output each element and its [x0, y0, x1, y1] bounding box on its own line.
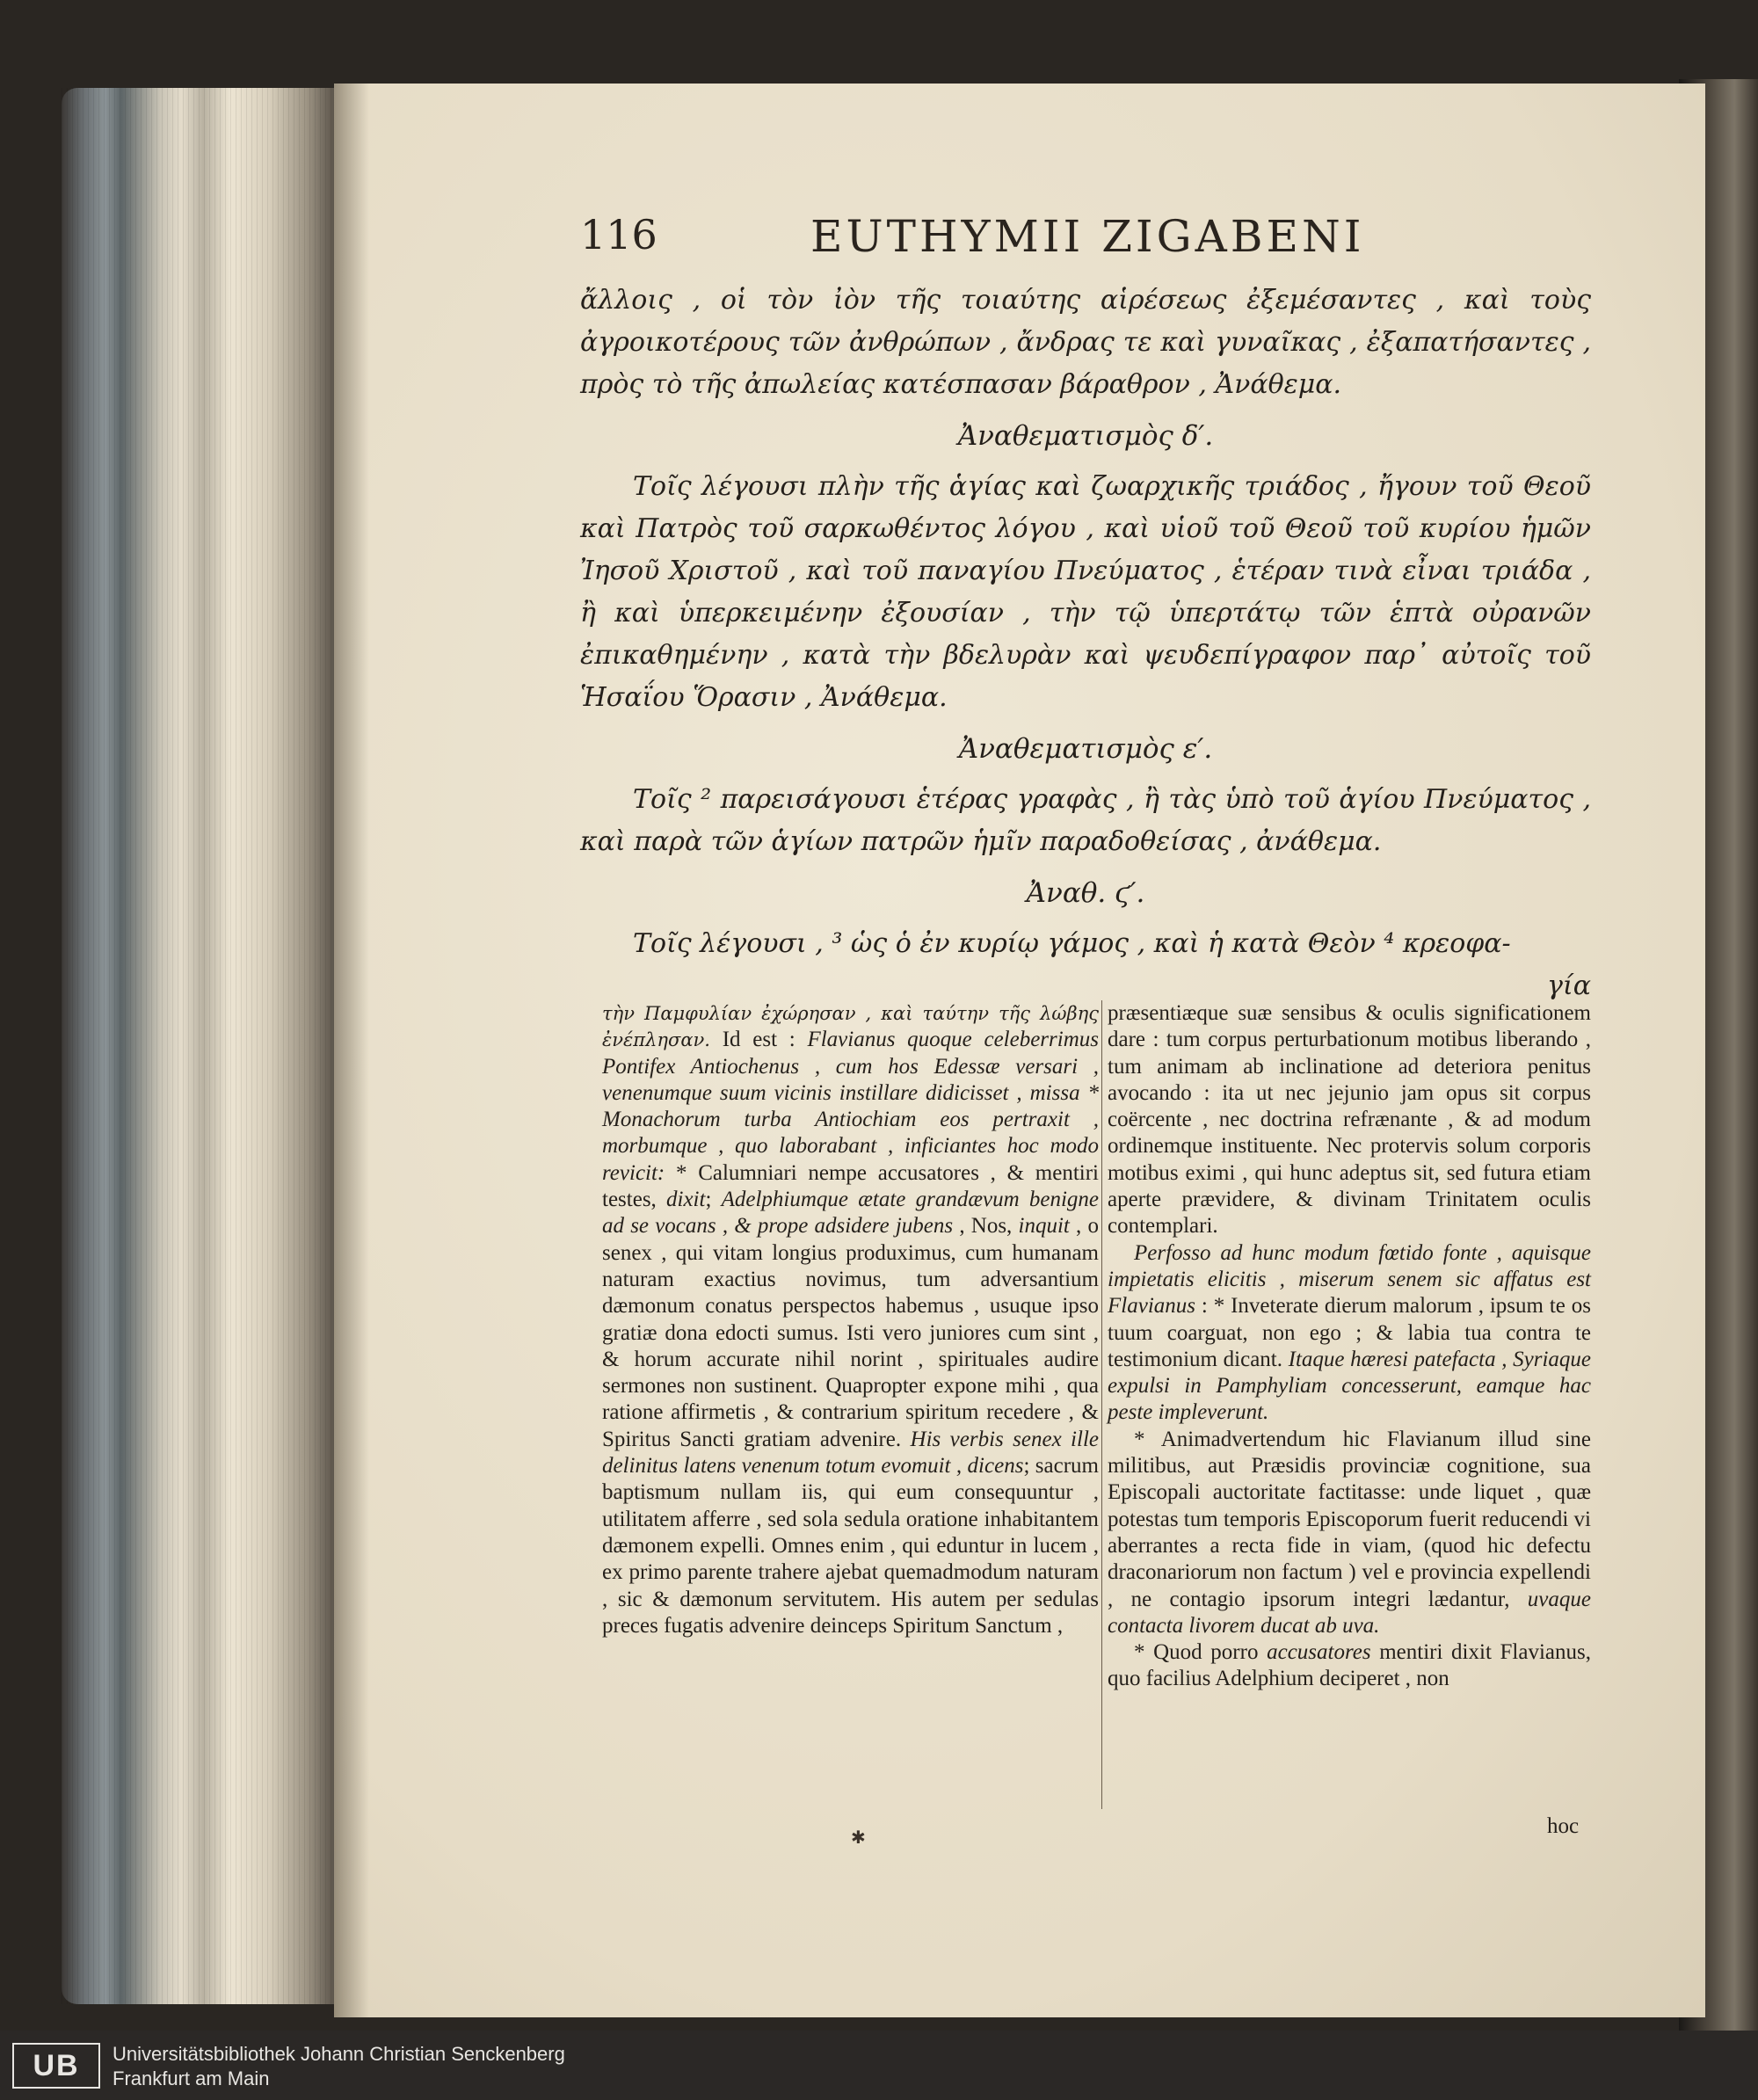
page-gutter-shadow	[334, 84, 369, 2017]
greek-text-block	[580, 280, 1591, 1007]
right-paragraph-2: Perfosso ad hunc modum fœtido fonte , aquisque impietatis elicitis , miserum senem sic affatus est Flavianus : * Inveterate dierum malorum , ipsum te os tuum coarguat, non ego ; & labia tua contra te testimonium dicant. Itaque hæresi patefacta , Syriaque expulsi in Pamphyliam concesserunt, eamque hac peste impleverunt.	[1108, 1240, 1591, 1425]
greek-paragraph-4: Τοῖς λέγουσι πλὴν τῆς ἁγίας καὶ ζωαρχικῆς τριάδος , ἤγουν τοῦ Θεοῦ καὶ Πατρὸς τοῦ σαρκωθέντος λόγου , καὶ υἱοῦ τοῦ Θεοῦ τοῦ κυρίου ἡμῶν Ἰησοῦ Χριστοῦ , καὶ τοῦ παναγίου Πνεύματος , ἑτέραν τινὰ εἶναι τριάδα , ἢ καὶ ὑπερκειμένην ἐξουσίαν , τὴν τῷ ὑπερτάτῳ τῶν ἑπτὰ οὐρανῶν ἐπικαθημένην , κατὰ τὴν βδελυρὰν καὶ ψευδεπίγραφον παρ᾽ αὐτοῖς τοῦ Ἡσαΐου Ὅρασιν , Ἀνάθεμα.	[580, 471, 1591, 713]
running-title: EUTHYMII ZIGABENI	[810, 211, 1365, 262]
page-header	[580, 211, 1617, 272]
anathematism-4-heading: Ἀναθεματισμὸς δ′.	[957, 420, 1214, 452]
footer-bar	[0, 2031, 1758, 2100]
latin-left-column	[602, 1000, 1099, 1639]
left-column-text: τὴν Παμφυλίαν ἐχώρησαν , καὶ ταύτην τῆς λώβης ἐνέπλησαν. Id est : Flavianus quoque celeberrimus Pontifex Antiochenus , cum hos Edessæ versari , venenumque suum vicinis instillare didicisset , missa * Monachorum turba Antiochiam eos pertraxit , morbumque , quo laborabant , inficiantes hoc modo revicit: * Calumniari nempe accusatores , & mentiri testes, dixit; Adelphiumque ætate grandævum benigne ad se vocans , & prope adsidere jubens , Nos, inquit , o senex , qui vitam longius produximus, cum humanam naturam exactius novimus, tum adversantium dæmonum conatus perspectos habemus , usuque ipso gratiæ dona edocti sumus. Isti vero juniores cum sint , & horum accurate nihil norint , spirituales audire sermones non sustinent. Quapropter expone mihi , qua ratione affirmetis , & contrarium spiritum recedere , & Spiritus Sancti gratiam advenire. His verbis senex ille delinitus latens venenum totum evomuit , dicens; sacrum baptismum nullam iis, qui eum consequuntur , utilitatem afferre , sed sola sedula oratione inhabitantem dæmonem expelli. Omnes enim , qui eduntur in lucem , ex primo parente trahere ajebat quemadmodum naturam , sic & dæmonum servitutem. His autem per sedulas preces fugatis advenire deinceps Spiritum Sanctum ,	[602, 1003, 1100, 1638]
catchword: hoc	[1547, 1814, 1580, 1838]
greek-quotation: τὴν Παμφυλίαν ἐχώρησαν , καὶ ταύτην τῆς λώβης ἐνέπλησαν.	[602, 1003, 1099, 1051]
anathematism-6-heading: Ἀναθ. ϛ′.	[1026, 877, 1145, 909]
right-paragraph-3: * Animadvertendum hic Flavianum illud sine militibus, aut Præsidis provinciæ cognitione, sua Episcopali auctoritate factitasse: unde liquet , quæ potestas tum temporis Episcoporum fuerit reducendi vi aberrantes a recta fide in viam, (quod hic defectu draconariorum non factum ) vel e provincia expellendi , ne contagio ipsorum integri lædantur, uvaque contacta livorem ducat ab uva.	[1108, 1427, 1591, 1638]
ub-logo: UB	[12, 2043, 100, 2089]
footer-library-city: Frankfurt am Main	[113, 2067, 270, 2089]
greek-paragraph-6-end: γία	[1547, 970, 1591, 1001]
greek-paragraph-6: Τοῖς λέγουσι , ³ ὡς ὁ ἐν κυρίῳ γάμος , καὶ ἡ κατὰ Θεὸν ⁴ κρεοφα-	[633, 928, 1511, 959]
book-fore-edge	[62, 88, 334, 2004]
signature-mark-icon: ✱	[851, 1827, 866, 1848]
latin-right-column	[1108, 1000, 1591, 1693]
footer-library-name: Universitätsbibliothek Johann Christian Senckenberg	[113, 2043, 565, 2065]
anathematism-5-heading: Ἀναθεματισμὸς ε′.	[958, 733, 1213, 765]
page-number: 116	[580, 211, 657, 258]
greek-paragraph-5: Τοῖς ² παρεισάγουσι ἑτέρας γραφὰς , ἢ τὰς ὑπὸ τοῦ ἁγίου Πνεύματος , καὶ παρὰ τῶν ἁγίων πατρῶν ἡμῖν παραδοθείσας , ἀνάθεμα.	[580, 784, 1591, 857]
column-divider	[1101, 1000, 1102, 1809]
right-paragraph-4: * Quod porro accusatores mentiri dixit Flavianus, quo facilius Adelphium deciperet , non	[1108, 1640, 1591, 1691]
greek-paragraph-1: ἄλλοις , οἱ τὸν ἰὸν τῆς τοιαύτης αἱρέσεως ἐξεμέσαντες , καὶ τοὺς ἀγροικοτέρους τῶν ἀνθρώπων , ἄνδρας τε καὶ γυναῖκας , ἐξαπατήσαντες , πρὸς τὸ τῆς ἀπωλείας κατέσπασαν βάραθρον , Ἀνάθεμα.	[580, 285, 1591, 400]
right-paragraph-1: præsentiæque suæ sensibus & oculis significationem dare : tum corpus perturbationum motibus liberando , tum animam ab inclinatione ad deteriora penitus avocando : ita ut nec jejunio jam opus sit corpus coërcente , nec doctrina refrænante , & ad modum ordinemque instituente. Nec protervis solum corporis motibus eximi , qui hunc adeptus sit, sed futura etiam aperte prævidere, & divinam Trinitatem oculis contemplari.	[1108, 1001, 1591, 1239]
